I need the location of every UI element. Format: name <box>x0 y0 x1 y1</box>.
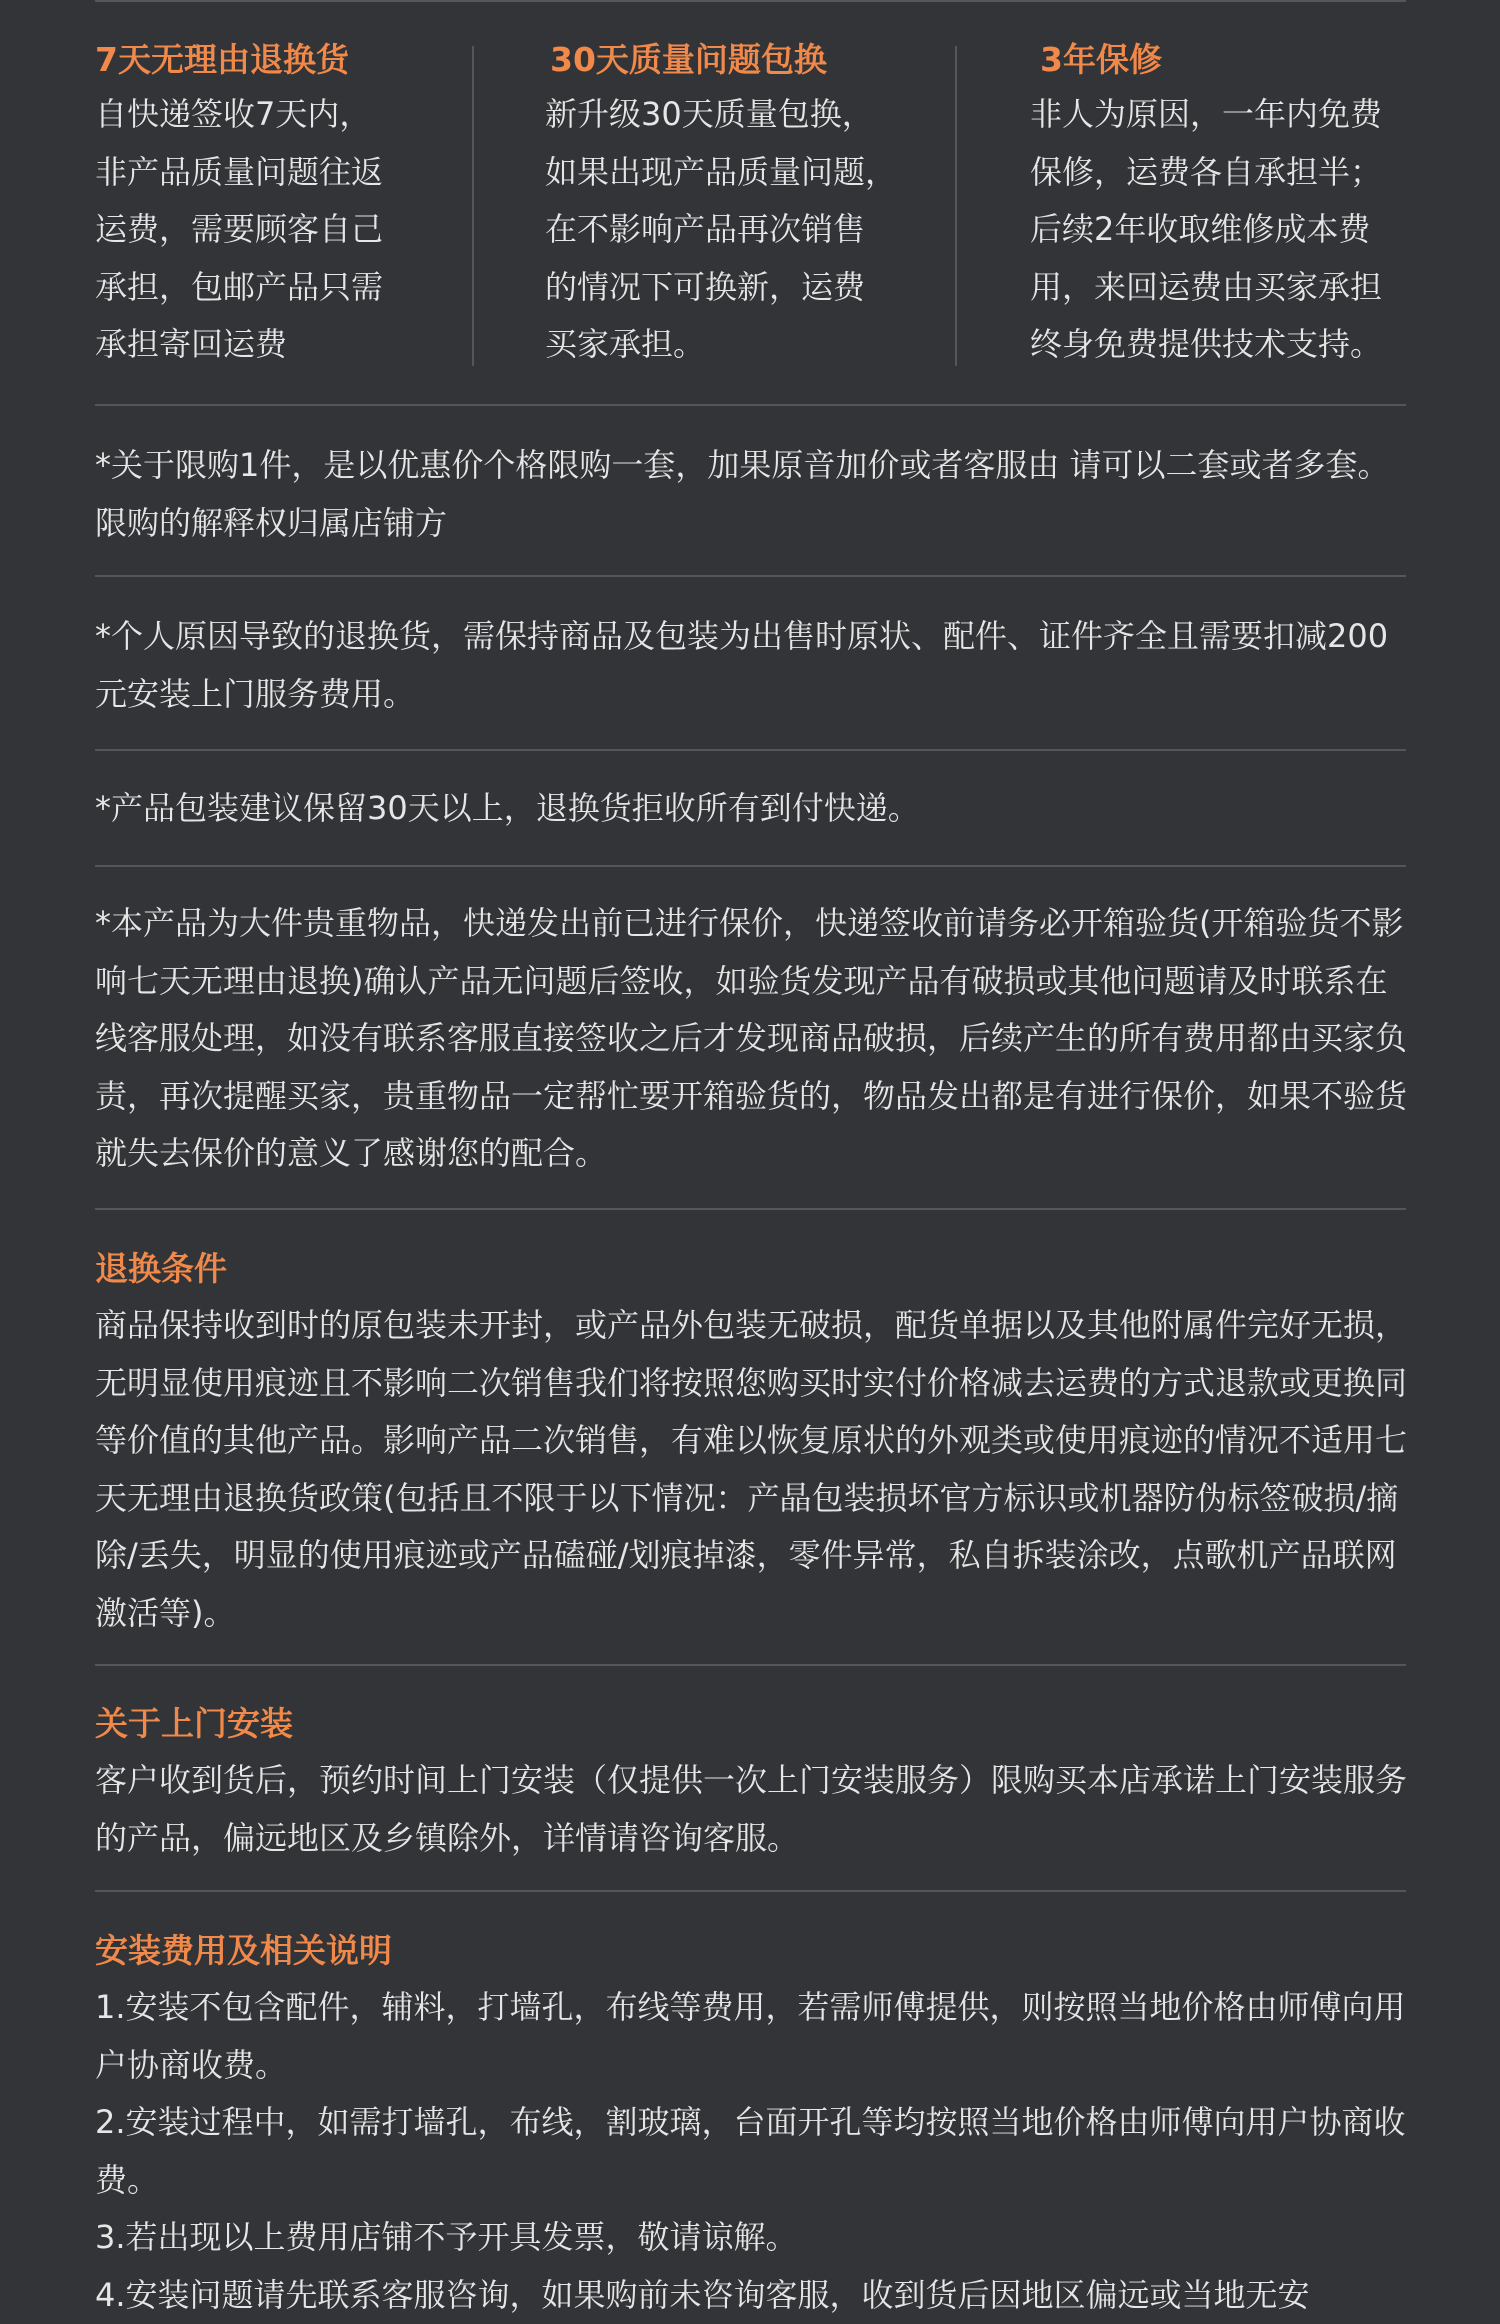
policy-title: 3年保修 <box>1030 34 1420 86</box>
note-purchase-limit: *关于限购1件，是以优惠价个格限购一套，加果原音加价或者客服由 请可以二套或者多套。限购的解释权归属店铺方 <box>95 437 1415 552</box>
note-personal-return: *个人原因导致的退换货，需保持商品及包装为出售时原状、配件、证件齐全且需要扣减200元安装上门服务费用。 <box>95 608 1415 723</box>
section-title: 退换条件 <box>95 1240 1415 1297</box>
divider <box>95 1890 1406 1892</box>
section-body: 商品保持收到时的原包装未开封，或产品外包装无破损，配货单据以及其他附属件完好无损，无明显使用痕迹且不影响二次销售我们将按照您购买时实付价格减去运费的方式退款或更换同等价值的其他产品。影响产品二次销售，有难以恢复原状的外观类或使用痕迹的情况不适用七天无理由退换货政策(包括且不限于以下情况：产晶包装损坏官方标识或机器防伪标签破损/摘除/丢失，明显的使用痕迹或产品磕碰/划痕掉漆，零件异常，私自拆装涂改，点歌机产品联网激活等)。 <box>95 1297 1415 1642</box>
section-return-conditions <box>95 1240 1415 1642</box>
note-inspection: *本产品为大件贵重物品，快递发出前已进行保价，快递签收前请务必开箱验货(开箱验货不影响七天无理由退换)确认产品无问题后签收，如验货发现产品有破损或其他问题请及时联系在线客服处理，如没有联系客服直接签收之后才发现商品破损，后续产生的所有费用都由买家负责，再次提醒买家，贵重物品一定帮忙要开箱验货的，物品发出都是有进行保价，如果不验货就失去保价的意义了感谢您的配合。 <box>95 895 1415 1183</box>
fee-item: 2.安装过程中，如需打墙孔，布线，割玻璃，台面开孔等均按照当地价格由师傅向用户协商收费。 <box>95 2094 1415 2209</box>
fee-item: 4.安装问题请先联系客服咨询，如果购前未咨询客服，收到货后因地区偏远或当地无安 <box>95 2267 1415 2324</box>
policy-title: 30天质量问题包换 <box>545 34 945 86</box>
section-body: 客户收到货后，预约时间上门安装（仅提供一次上门安装服务）限购买本店承诺上门安装服务的产品，偏远地区及乡镇除外，详情请咨询客服。 <box>95 1752 1415 1867</box>
note-packaging: *产品包装建议保留30天以上，退换货拒收所有到付快递。 <box>95 780 1415 838</box>
policy-column-30day-exchange <box>545 34 945 374</box>
column-divider <box>472 46 474 366</box>
section-title: 关于上门安装 <box>95 1695 1415 1752</box>
policy-columns <box>95 34 1415 374</box>
column-divider <box>955 46 957 366</box>
fee-item: 3.若出现以上费用店铺不予开具发票，敬请谅解。 <box>95 2209 1415 2267</box>
divider <box>95 865 1406 867</box>
fee-item: 1.安装不包含配件，辅料，打墙孔，布线等费用，若需师傅提供，则按照当地价格由师傅向用户协商收费。 <box>95 1979 1415 2094</box>
divider <box>95 1664 1406 1666</box>
section-installation <box>95 1695 1415 1867</box>
divider <box>95 1208 1406 1210</box>
policy-column-7day-return <box>95 34 455 374</box>
policy-title: 7天无理由退换货 <box>95 34 455 86</box>
divider <box>95 749 1406 751</box>
divider <box>95 0 1406 2</box>
policy-body: 自快递签收7天内， 非产品质量问题往返 运费，需要顾客自己 承担，包邮产品只需 承担寄回运费 <box>95 86 455 374</box>
section-title: 安装费用及相关说明 <box>95 1922 1415 1979</box>
policy-body: 新升级30天质量包换， 如果出现产品质量问题， 在不影响产品再次销售 的情况下可换新，运费 买家承担。 <box>545 86 945 374</box>
section-install-fees <box>95 1922 1415 2324</box>
divider <box>95 575 1406 577</box>
section-body <box>95 1979 1415 2324</box>
divider <box>95 404 1406 406</box>
policy-body: 非人为原因，一年内免费 保修，运费各自承担半； 后续2年收取维修成本费 用，来回运费由买家承担 终身免费提供技术支持。 <box>1030 86 1420 374</box>
policy-column-3year-warranty <box>1030 34 1420 374</box>
